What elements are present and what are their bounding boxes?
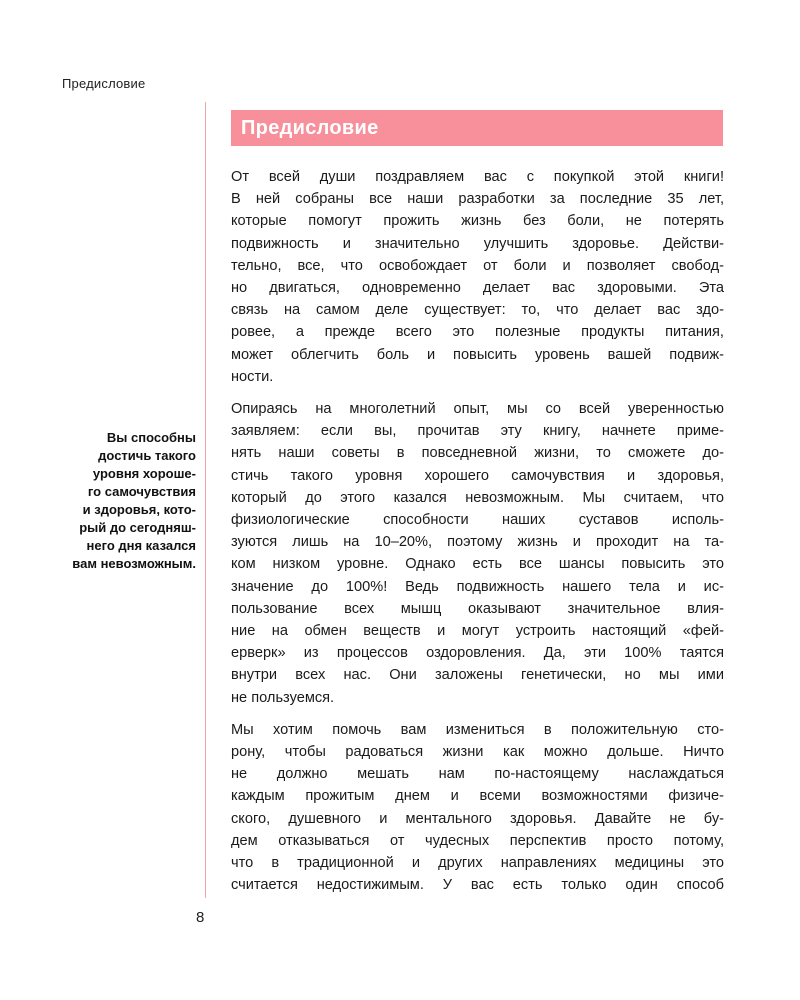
text-line: нять наши советы в повседневной жизни, то сможете до- <box>231 445 724 462</box>
text-line: ности. <box>231 368 274 385</box>
paragraph-2 <box>231 398 724 709</box>
running-header: Предисловие <box>62 76 146 91</box>
text-line: не должно мешать нам по-настоящему наслаждаться <box>231 766 724 783</box>
text-line: который до этого казался невозможным. Мы считаем, что <box>231 489 724 506</box>
text-line: заявляем: если вы, прочитав эту книгу, начнете приме- <box>231 423 724 440</box>
sidenote-line: го самочувствия <box>87 484 196 499</box>
text-line: связь на самом деле существует: то, что делает вас здо- <box>231 302 724 319</box>
text-line: ком низком уровне. Однако есть все шансы повысить это <box>231 556 724 573</box>
page-number: 8 <box>196 909 205 926</box>
body-text <box>231 166 724 907</box>
sidenote-line: него дня казался <box>86 538 196 553</box>
paragraph-3 <box>231 719 724 897</box>
text-line: тельно, все, что освобождает от боли и позволяет свобод- <box>231 257 724 274</box>
margin-divider <box>205 102 206 898</box>
text-line: Мы хотим помочь вам измениться в положительную сто- <box>231 721 724 738</box>
sidenote-line: Вы способны <box>106 430 196 445</box>
text-line: подвижность и значительно улучшить здоровье. Действи- <box>231 235 724 252</box>
sidenote-line: вам невозможным. <box>72 556 196 571</box>
text-line: значение до 100%! Ведь подвижность нашего тела и ис- <box>231 578 724 595</box>
text-line: не пользуемся. <box>231 689 335 706</box>
text-line: пользование всех мышц оказывают значительное влия- <box>231 600 724 617</box>
text-line: физиологические способности наших суставов исполь- <box>231 512 724 529</box>
text-line: зуются лишь на 10–20%, поэтому жизнь и проходит на та- <box>231 534 724 551</box>
text-line: рону, чтобы радоваться жизни как можно дольше. Ничто <box>231 744 724 761</box>
sidenote-line: достичь такого <box>98 448 196 463</box>
section-title: Предисловие <box>241 117 379 139</box>
text-line: ровее, а прежде всего это полезные продукты питания, <box>231 324 724 341</box>
section-title-banner <box>231 110 723 146</box>
text-line: но двигаться, одновременно делает вас здоровыми. Эта <box>231 280 724 297</box>
paragraph-1 <box>231 166 724 388</box>
text-line: может облегчить боль и повысить уровень вашей подвиж- <box>231 346 724 363</box>
text-line: внутри всех нас. Они заложены генетически, но мы ими <box>231 667 724 684</box>
text-line: В ней собраны все наши разработки за последние 35 лет, <box>231 191 724 208</box>
text-line: ерверк» из процессов оздоровления. Да, эти 100% таятся <box>231 645 724 662</box>
text-line: которые помогут прожить жизнь без боли, не потерять <box>231 213 724 230</box>
text-line: Опираясь на многолетний опыт, мы со всей уверенностью <box>231 401 724 418</box>
sidenote-line: и здоровья, кото- <box>82 502 196 517</box>
text-line: От всей души поздравляем вас с покупкой этой книги! <box>231 169 724 185</box>
text-line: ние на обмен веществ и могут устроить настоящий «фей- <box>231 623 724 640</box>
text-line: дем отказываться от чудесных перспектив просто потому, <box>231 832 724 849</box>
text-line: каждым прожитым днем и всеми возможностями физиче- <box>231 788 724 805</box>
sidenote-line: рый до сегодняш- <box>79 520 196 535</box>
text-line: считается недостижимым. У вас есть только один способ <box>231 877 724 894</box>
sidenote-quote <box>40 429 196 573</box>
text-line: ского, душевного и ментального здоровья. Давайте не бу- <box>231 810 724 827</box>
text-line: что в традиционной и других направлениях медицины это <box>231 855 724 872</box>
text-line: стичь такого уровня хорошего самочувствия и здоровья, <box>231 467 724 484</box>
sidenote-line: уровня хороше- <box>92 466 196 481</box>
